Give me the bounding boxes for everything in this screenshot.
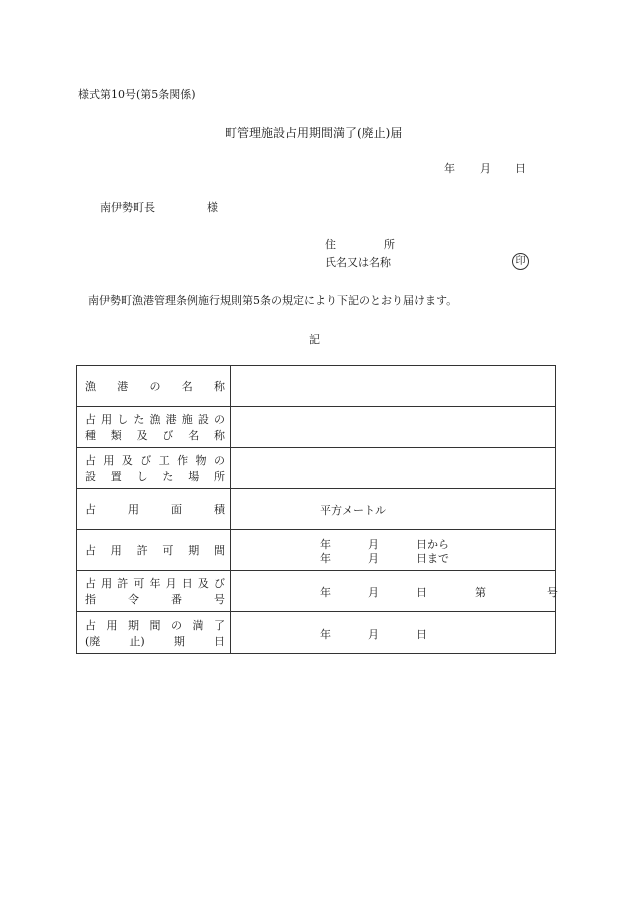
row-value[interactable] xyxy=(231,366,556,407)
label-char: 満 xyxy=(192,618,204,632)
label-char: の xyxy=(171,618,182,632)
label-char: 日 xyxy=(181,577,193,590)
label-line xyxy=(85,452,225,468)
label-char: 許 xyxy=(136,544,148,557)
form-table xyxy=(76,365,556,654)
label-char: 及 xyxy=(136,429,148,442)
label-char: 名 xyxy=(181,380,193,393)
ki-heading: 記 xyxy=(309,333,320,346)
label-char: 用 xyxy=(106,618,118,632)
label-char: 間 xyxy=(149,618,161,632)
label-char: 種 xyxy=(85,429,96,442)
label-line xyxy=(85,542,225,558)
row-label xyxy=(77,448,231,489)
label-char: 積 xyxy=(214,503,225,516)
label-line xyxy=(85,501,225,517)
table-row xyxy=(77,366,556,407)
label-char: 工 xyxy=(158,454,170,467)
label-char: 指 xyxy=(85,593,96,606)
row-label xyxy=(77,366,231,407)
label-char: 占 xyxy=(85,618,96,632)
label-char: 用 xyxy=(110,544,122,557)
permit-go: 号 xyxy=(547,586,558,599)
period-start-month: 月 xyxy=(368,537,379,551)
label-char: 漁 xyxy=(85,380,96,393)
row-label xyxy=(77,407,231,448)
statement-text: 南伊勢町漁港管理条例施行規則第5条の規定により下記のとおり届けます。 xyxy=(88,294,458,307)
label-char: の xyxy=(214,413,225,426)
label-char: 番 xyxy=(171,593,182,606)
table-row xyxy=(77,448,556,489)
address-label-2: 所 xyxy=(384,238,395,251)
table-row xyxy=(77,612,556,654)
row-label xyxy=(77,489,231,530)
period-start-line xyxy=(231,536,555,550)
label-char: 場 xyxy=(188,470,200,483)
label-char: 及 xyxy=(121,454,133,467)
date-month-label: 月 xyxy=(480,162,491,175)
label-char: 期 xyxy=(128,618,139,632)
period-end-year: 年 xyxy=(320,551,331,565)
label-char: 占 xyxy=(85,503,96,516)
label-char: の xyxy=(213,454,225,467)
label-char: 可 xyxy=(162,544,174,557)
label-char: 占 xyxy=(85,454,96,467)
label-line xyxy=(85,617,225,633)
label-char: 止) xyxy=(129,634,145,648)
label-char: 称 xyxy=(213,429,225,442)
label-char: 港 xyxy=(165,413,177,426)
label-line xyxy=(85,575,225,591)
label-char: 用 xyxy=(103,454,115,467)
label-line xyxy=(85,468,225,484)
label-char: し xyxy=(117,413,129,426)
row-label xyxy=(77,612,231,654)
area-unit: 平方メートル xyxy=(320,504,386,517)
addressee-name: 南伊勢町長 xyxy=(100,201,155,214)
row-value[interactable] xyxy=(231,448,556,489)
row-value[interactable] xyxy=(231,407,556,448)
label-char: 年 xyxy=(149,577,161,590)
label-char: 漁 xyxy=(149,413,161,426)
expiry-day: 日 xyxy=(416,627,427,641)
label-line xyxy=(85,411,225,427)
form-number: 様式第10号(第5条関係) xyxy=(78,88,196,101)
name-label: 氏名又は名称 xyxy=(325,256,391,269)
period-start-day: 日から xyxy=(416,537,449,551)
label-char: 設 xyxy=(85,470,96,483)
permit-date-line xyxy=(231,584,558,599)
label-char: (廃 xyxy=(85,634,101,648)
label-line xyxy=(85,591,225,607)
label-char: 期 xyxy=(173,634,185,648)
table-row xyxy=(77,530,556,571)
permit-day: 日 xyxy=(416,586,427,599)
label-line xyxy=(85,633,225,649)
permit-month: 月 xyxy=(368,586,379,599)
label-char: し xyxy=(136,470,148,483)
label-char: 用 xyxy=(128,503,139,516)
row-label xyxy=(77,530,231,571)
label-char: 了 xyxy=(214,618,225,632)
label-char: た xyxy=(162,470,174,483)
label-char: 及 xyxy=(197,577,209,590)
label-char: 類 xyxy=(110,429,122,442)
label-char: 許 xyxy=(117,577,129,590)
period-start-year: 年 xyxy=(320,537,331,551)
label-char: 用 xyxy=(101,413,113,426)
row-value[interactable] xyxy=(231,530,556,571)
label-char: 令 xyxy=(128,593,139,606)
label-char: 港 xyxy=(117,380,129,393)
label-char: 占 xyxy=(85,577,96,590)
label-char: 用 xyxy=(101,577,113,590)
label-char: 置 xyxy=(110,470,122,483)
permit-dai: 第 xyxy=(475,586,486,599)
label-char: 月 xyxy=(165,577,177,590)
date-year-label: 年 xyxy=(444,162,455,175)
label-char: の xyxy=(149,380,161,393)
label-char: 名 xyxy=(188,429,200,442)
label-char: 施 xyxy=(181,413,193,426)
row-value[interactable] xyxy=(231,571,556,612)
label-char: 物 xyxy=(195,454,207,467)
row-label xyxy=(77,571,231,612)
label-char: 所 xyxy=(213,470,225,483)
table-row xyxy=(77,489,556,530)
label-line xyxy=(85,378,225,394)
label-char: 期 xyxy=(188,544,200,557)
label-char: 設 xyxy=(197,413,209,426)
period-end-day: 日まで xyxy=(416,551,449,565)
label-char: 可 xyxy=(133,577,145,590)
label-char: び xyxy=(140,454,152,467)
label-char: 面 xyxy=(171,503,182,516)
table-row xyxy=(77,407,556,448)
label-char: 日 xyxy=(213,634,225,648)
label-char: た xyxy=(133,413,145,426)
label-line xyxy=(85,427,225,443)
expiry-date-line xyxy=(231,626,555,640)
document-title: 町管理施設占用期間満了(廃止)届 xyxy=(225,126,403,140)
row-value[interactable] xyxy=(231,612,556,654)
label-char: び xyxy=(214,577,225,590)
label-char: 号 xyxy=(214,593,225,606)
permit-year: 年 xyxy=(320,586,331,599)
expiry-month: 月 xyxy=(368,627,379,641)
label-char: 間 xyxy=(213,544,225,557)
address-label-1: 住 xyxy=(325,238,336,251)
expiry-year: 年 xyxy=(320,627,331,641)
label-char: 占 xyxy=(85,413,96,426)
addressee-honorific: 様 xyxy=(207,201,218,214)
period-end-line xyxy=(231,550,555,564)
row-value[interactable] xyxy=(231,489,556,530)
period-end-month: 月 xyxy=(368,551,379,565)
seal-mark: 印 xyxy=(512,253,529,270)
label-char: び xyxy=(162,429,174,442)
table-row xyxy=(77,571,556,612)
date-day-label: 日 xyxy=(515,162,526,175)
label-char: 占 xyxy=(85,544,96,557)
label-char: 作 xyxy=(177,454,189,467)
label-char: 称 xyxy=(214,380,225,393)
